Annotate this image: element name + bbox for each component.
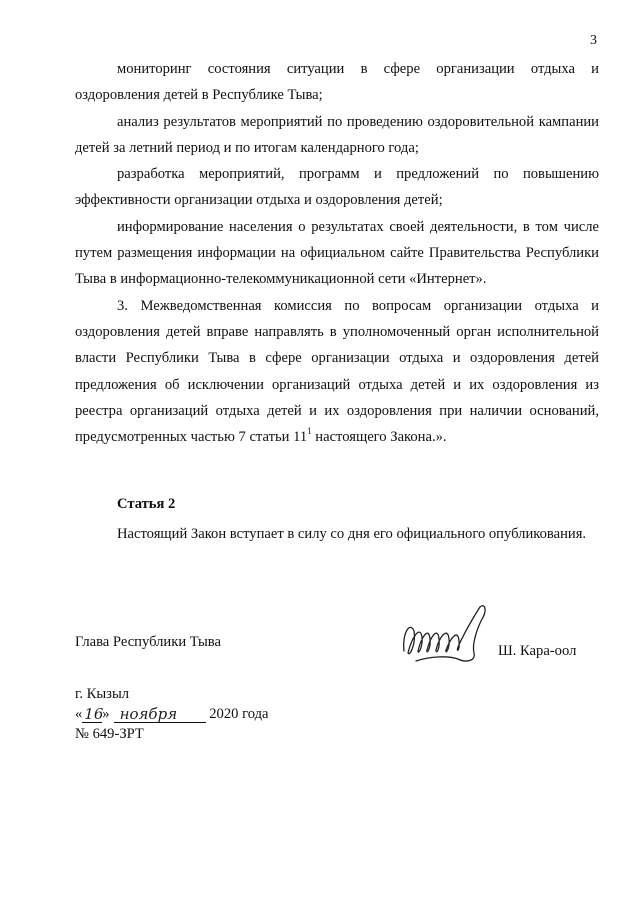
article-title: Статья 2 <box>117 496 176 512</box>
paragraph-informing: информирование населения о результатах своей деятельности, в том числе путем размещения информации на официальном сайте Правительства Республики Тыва в информационно-телекоммуникационной сети «Интернет». <box>75 218 599 288</box>
commission-tail: настоящего Закона.». <box>311 429 447 446</box>
paragraph-development: разработка мероприятий, программ и предложений по повышению эффективности организации отдыха и оздоровления детей; <box>75 166 599 209</box>
signature-name: Ш. Кара-оол <box>498 643 577 659</box>
signature-role: Глава Республики Тыва <box>75 634 221 650</box>
law-text <box>75 56 599 450</box>
commission-text: 3. Межведомственная комиссия по вопросам организации отдыха и оздоровления детей вправе направлять в уполномоченный орган исполнительной власти Республики Тыва в сфере организации отдыха и оздоровления детей предложения об исключении организаций отдыха детей и их оздоровления из реестра организаций отдыха детей и их оздоровления при наличии оснований, предусмотренных частью 7 статьи 11 <box>75 297 599 446</box>
date-day: 16 <box>84 705 104 723</box>
page-number: 3 <box>590 33 597 48</box>
paragraph-monitoring: мониторинг состояния ситуации в сфере организации отдыха и оздоровления детей в Республике Тыва; <box>75 61 599 104</box>
date-close-quote: » <box>102 706 110 722</box>
place-of-signing: г. Кызыл <box>75 686 130 702</box>
paragraph-analysis: анализ результатов мероприятий по проведению оздоровительной кампании детей за летний период и по итогам календарного года; <box>75 113 599 156</box>
article-text: Настоящий Закон вступает в силу со дня его официального опубликования. <box>117 526 587 542</box>
date-year: 2020 года <box>209 706 269 722</box>
document-number: № 649-ЗРТ <box>75 726 144 742</box>
paragraph-commission <box>75 293 599 451</box>
date-month: ноября <box>119 705 178 723</box>
date-open-quote: « <box>75 706 83 722</box>
date-month-blank <box>114 706 206 723</box>
article-body <box>75 521 599 547</box>
handwritten-signature <box>396 603 494 665</box>
article-superscript: 1 <box>307 426 312 437</box>
date-day-blank <box>82 706 102 723</box>
signing-date <box>75 706 269 723</box>
